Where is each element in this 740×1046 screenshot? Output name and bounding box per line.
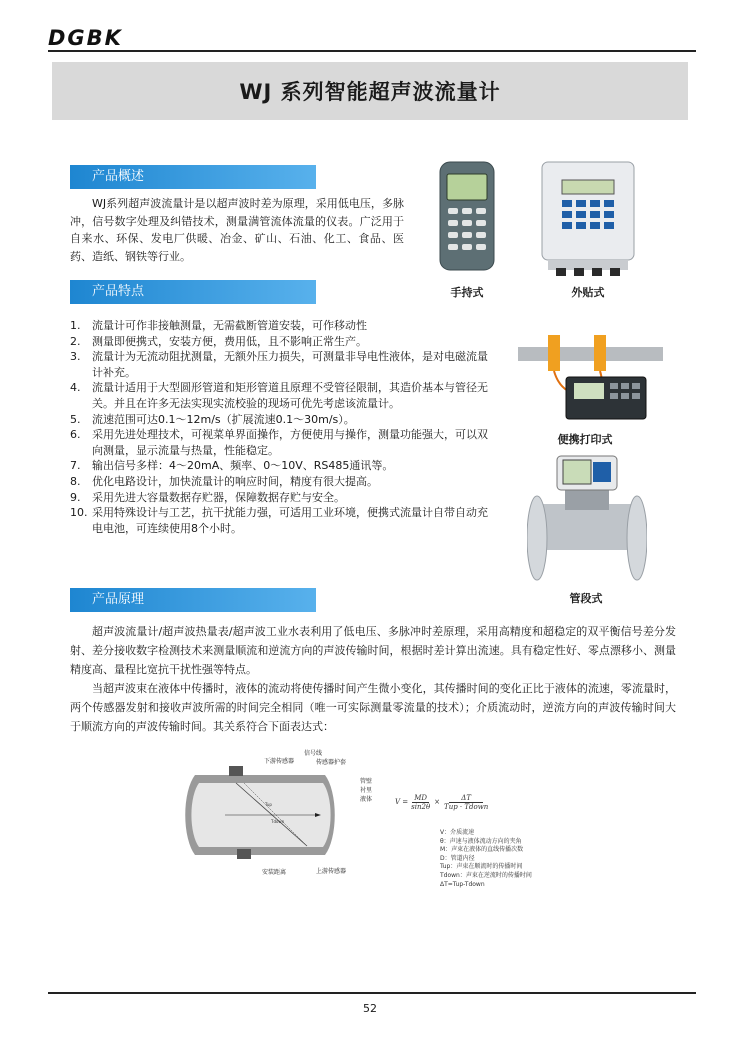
formula-denominator-2: Tup · Tdown — [444, 802, 489, 811]
handheld-meter-image — [438, 160, 496, 272]
legend-line: Tup：声束在顺流时的传播时间 — [440, 863, 523, 871]
pipe-section-meter-image — [527, 452, 647, 584]
portable-printer-caption: 便携打印式 — [557, 433, 613, 446]
feature-number: 5. — [70, 412, 81, 426]
feature-text: 采用先进大容量数据存贮器，保障数据存贮与安全。 — [92, 490, 345, 504]
feature-number: 1. — [70, 319, 81, 332]
feature-text: 优化电路设计，加快流量计的响应时间，精度有很大提高。 — [92, 474, 378, 488]
feature-item — [70, 427, 490, 458]
principle-paragraph-2: 当超声波束在液体中传播时，液体的流动将使传播时间产生微小变化，其传播时间的变化正比于液体的流速，零流量时，两个传感器发射和接收声波所需的时间完全相同（唯一可实际测量零流量的技术）；介质流动时，逆流方向的声波传输时间大于顺流方向的声波传输时间。其关系符合下面表达式： — [70, 682, 676, 733]
label-lining: 衬里 — [360, 787, 373, 794]
feature-number: 10. — [70, 506, 88, 520]
label-liquid: 液体 — [360, 796, 373, 803]
feature-item — [70, 380, 490, 411]
feature-text: 流量计可作非接触测量，无需截断管道安装，可作移动性 — [92, 319, 367, 332]
legend-line: M：声束在液体的直线传播次数 — [440, 846, 524, 854]
label-pipe-wall: 管壁 — [360, 778, 373, 785]
feature-item — [70, 349, 490, 380]
brand-logo: DGBK — [48, 26, 123, 50]
formula-numerator-2: ΔT — [449, 794, 483, 803]
footer-rule — [48, 992, 696, 994]
svg-text:Tup: Tup — [265, 802, 272, 807]
formula-numerator-1: MD — [414, 793, 428, 802]
overview-heading: 产品概述 — [70, 165, 316, 189]
legend-line: θ：声速与液体流动方向的夹角 — [440, 837, 522, 845]
legend-line: ΔT=Tup-Tdown — [440, 880, 485, 888]
feature-number: 6. — [70, 428, 81, 442]
header-rule — [48, 50, 696, 52]
handheld-caption: 手持式 — [450, 286, 484, 299]
page-number: 52 — [363, 1002, 377, 1015]
formula-lhs: V = — [395, 798, 409, 806]
svg-text:Tdown: Tdown — [271, 819, 285, 824]
legend-line: D：管道内径 — [440, 854, 475, 862]
label-signal-line: 信号线 — [304, 750, 323, 757]
feature-number: 8. — [70, 474, 81, 488]
wall-mount-meter-image — [540, 158, 636, 276]
overview-paragraph: WJ系列超声波流量计是以超声波时差为原理，采用低电压，多脉冲，信号数字处理及纠错技术，测量满管流体流量的仪表。广泛用于自来水、环保、发电厂供暖、冶金、矿山、石油、化工、食品、医药、造纸、钢铁等行业。 — [70, 197, 404, 263]
feature-text: 流量计适用于大型圆形管道和矩形管道且原理不受管径限制，其造价基本与管径无关。并且在许多无法实现实流校验的现场可优先考虑该流量计。 — [92, 381, 488, 410]
pipe-section-caption: 管段式 — [569, 592, 603, 605]
feature-text: 测量即便携式，安装方便，费用低，且不影响正常生产。 — [92, 334, 367, 348]
feature-number: 2. — [70, 334, 81, 348]
formula-legend — [440, 829, 532, 889]
feature-text: 采用先进处理技术，可视菜单界面操作，方便使用与操作，测量功能强大，可以双向测量，显示流量与热量，性能稳定。 — [92, 428, 488, 457]
feature-item — [70, 318, 490, 334]
feature-item — [70, 490, 490, 506]
principle-paragraph-1: 超声波流量计/超声波热量表/超声波工业水表利用了低电压、多脉冲时差原理，采用高精度和超稳定的双平衡信号差分发射、差分接收数字检测技术来测量顺流和逆流方向的声波传输时间，根据时差计算出流速。具有稳定性好、零点漂移小、测量精度高、量程比宽抗干扰性强等特点。 — [70, 625, 676, 676]
legend-line: V：介质流速 — [440, 829, 475, 836]
feature-number: 9. — [70, 490, 81, 504]
label-install-distance: 安装距离 — [262, 869, 287, 876]
feature-number: 3. — [70, 350, 81, 364]
feature-text: 采用特殊设计与工艺，抗干扰能力强，可适用工业环境，便携式流量计自带自动充电电池，可连续使用8个小时。 — [92, 506, 488, 535]
feature-item — [70, 505, 490, 536]
label-upstream-sensor: 上游传感器 — [316, 868, 347, 875]
features-list — [70, 318, 490, 536]
overview-text — [70, 195, 404, 265]
feature-text: 流速范围可达0.1～12m/s（扩展流速0.1～30m/s）。 — [92, 412, 355, 426]
principle-text — [70, 622, 676, 736]
feature-item — [70, 458, 490, 474]
formula-denominator-1: sin2θ — [411, 802, 431, 811]
feature-item — [70, 474, 490, 490]
principle-heading: 产品原理 — [70, 588, 316, 612]
feature-number: 4. — [70, 381, 81, 395]
label-downstream-sensor: 下游传感器 — [264, 758, 295, 765]
wall-mount-caption: 外贴式 — [571, 286, 605, 299]
flow-principle-diagram — [185, 755, 385, 865]
title-banner — [52, 62, 688, 120]
flow-formula: V = $\frac{MD}{\sin 2\theta}$ × ΔT Tup · Tdown — [395, 793, 489, 811]
feature-text: 流量计为无流动阻扰测量，无额外压力损失，可测量非导电性液体，是对电磁流量计补充。 — [92, 350, 488, 379]
label-sensor-cover: 传感器护套 — [316, 759, 347, 766]
feature-number: 7. — [70, 459, 81, 473]
portable-printer-meter-image — [518, 325, 663, 425]
feature-item — [70, 334, 490, 350]
page-title: WJ 系列智能超声波流量计 — [239, 80, 501, 104]
feature-text: 输出信号多样：4～20mA、频率、0～10V、RS485通讯等。 — [92, 459, 394, 473]
feature-item — [70, 412, 490, 428]
features-heading: 产品特点 — [70, 280, 316, 304]
legend-line: Tdown：声束在逆流时的传播时间 — [440, 871, 532, 879]
